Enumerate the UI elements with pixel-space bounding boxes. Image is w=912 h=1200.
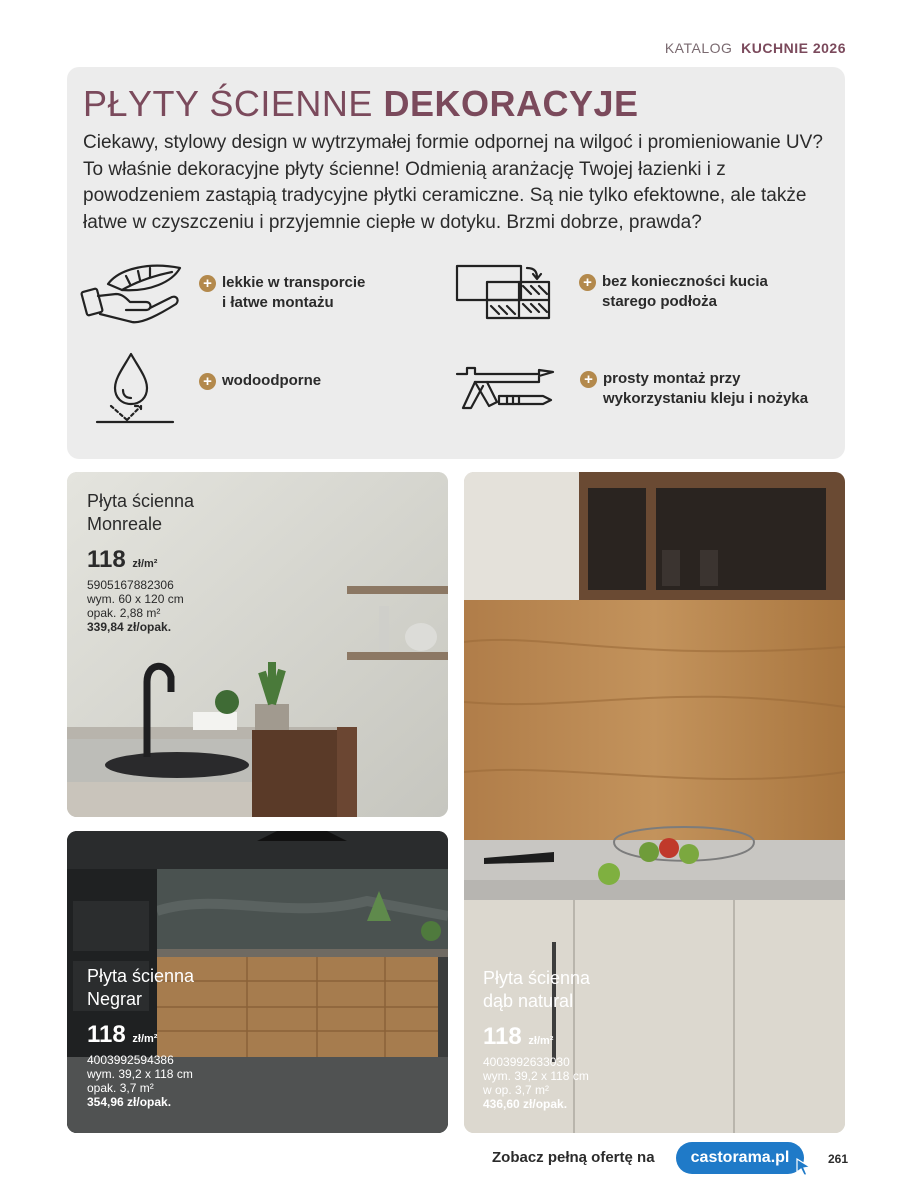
catalog-label: KATALOG [664,40,733,56]
price-unit: zł/m² [132,1033,158,1045]
feature-label: i łatwe montażu [222,294,334,311]
castorama-link-button[interactable]: castorama.pl [676,1142,804,1174]
product-name-line1: Płyta ścienna [87,966,195,986]
cursor-arrow-icon [796,1158,812,1176]
price-unit: zł/m² [132,558,158,570]
product-name-line2: Negrar [87,989,143,1009]
product-pack: opak. 2,88 m² [87,606,161,620]
product-card-negrar[interactable] [67,831,448,1133]
product-info [87,490,194,634]
plus-icon: + [579,274,596,291]
feature-label: prosty montaż przy [603,370,741,387]
plus-icon: + [199,373,216,390]
product-card-monreale[interactable] [67,472,448,817]
product-name-line2: Monreale [87,514,163,534]
footer-cta: Zobacz pełną ofertę na [492,1149,655,1166]
running-head [665,40,846,56]
intro-text: Ciekawy, stylowy design w wytrzymałej formie odpornej na wilgoć i promieniowanie UV? To właśnie dekoracyjne płyty ścienne! Odmienią aranżację Twojej łazienki i z powodzeniem zastąpią tradycyjne płytki ceramiczne. Są nie tylko efektowne, ale także łatwe w czyszczeniu i przyjemnie ciepłe w dotyku. Brzmi dobrze, prawda? [83,132,823,233]
panel-over-tiles-icon [453,262,553,322]
product-ean: 4003992633030 [483,1055,570,1069]
product-ean: 5905167882306 [87,578,174,592]
title-light: PŁYTY ŚCIENNE [83,83,373,124]
feature-label: wodoodporne [222,372,322,389]
feature-easy-install [580,369,808,409]
product-name-line1: Płyta ścienna [483,968,591,988]
feature-waterproof [199,371,321,391]
hand-feather-icon [80,262,190,328]
caulk-gun-knife-icon [453,360,558,416]
plus-icon: + [199,275,216,292]
product-info [87,965,194,1109]
title-bold: DEKORACYJE [383,83,639,124]
feature-label: lekkie w transporcie [222,274,366,291]
feature-label: wykorzystaniu kleju i nożyka [603,390,809,407]
feature-no-chiselling [579,272,768,312]
product-name-line1: Płyta ścienna [87,491,195,511]
product-size: wym. 39,2 x 118 cm [483,1069,589,1083]
page-title [83,83,639,125]
product-price: 118 [87,1021,126,1048]
product-pack: opak. 3,7 m² [87,1081,154,1095]
product-pack: w op. 3,7 m² [483,1083,550,1097]
feature-label: starego podłoża [602,293,718,310]
plus-icon: + [580,371,597,388]
product-size: wym. 60 x 120 cm [87,592,184,606]
product-pack-price: 339,84 zł/opak. [87,620,172,634]
product-pack-price: 436,60 zł/opak. [483,1097,568,1111]
feature-lightweight [199,273,365,313]
product-price: 118 [87,546,126,573]
product-name-line2: dąb natural [483,991,574,1011]
catalog-name: KUCHNIE 2026 [741,40,846,56]
product-pack-price: 354,96 zł/opak. [87,1095,172,1109]
water-drop-icon [95,350,175,428]
feature-label: bez konieczności kucia [602,273,768,290]
page-number: 261 [828,1152,849,1166]
product-ean: 4003992594386 [87,1053,174,1067]
price-unit: zł/m² [528,1035,554,1047]
product-size: wym. 39,2 x 118 cm [87,1067,193,1081]
product-price: 118 [483,1023,522,1050]
product-info [483,967,590,1111]
product-card-dab-natural[interactable] [464,472,845,1133]
